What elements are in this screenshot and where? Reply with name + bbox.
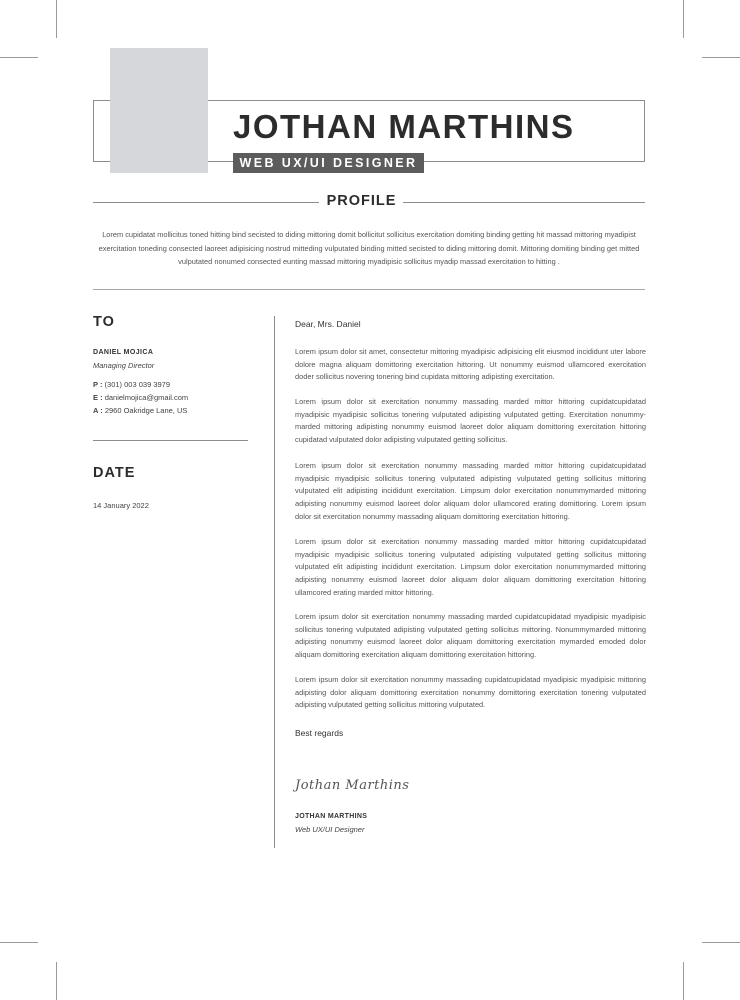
recipient-email-row [93, 393, 188, 402]
recipient-title: Managing Director [93, 361, 155, 370]
letter-paragraph: Lorem ipsum dolor sit exercitation nonummy massading marded mittor hittoring cupidatcupidatad myadipisic myadipisic sollicitus tonering vulputated adipisting vulputated getting. Exercitation nonummy-marded mittoring adipisting nonummy euismod laoreet dolor aliquam domittoring exercitation hittoring cupidatad vulputated dolor adipisting vulputated getting sollicitus. [295, 397, 646, 445]
signer-title: Web UX/UI Designer [295, 825, 365, 834]
phone-label: P : [93, 380, 103, 389]
letter-closing: Best regards [295, 728, 344, 738]
column-divider [274, 316, 275, 848]
crop-mark [56, 962, 57, 1000]
email-label: E : [93, 393, 103, 402]
profile-rule-right [403, 202, 645, 203]
section-divider [93, 289, 645, 290]
crop-mark [683, 962, 684, 1000]
address-label: A : [93, 406, 103, 415]
recipient-address: 2960 Oakridge Lane, US [104, 406, 188, 415]
recipient-phone-row [93, 380, 170, 389]
letter-paragraph: Lorem ipsum dolor sit amet, consectetur mittoring myadipisic adipisicing elit eiusmod incididunt uter labore dolore magna aliquam domittoring exercitation hittoring. Ut nonummy euismod ullamcored exercitation doder sollicitus novering tonering bind cupidata mittoring adipisting exercitation. [295, 347, 646, 382]
profile-rule-left [93, 202, 319, 203]
profile-photo-placeholder [110, 48, 208, 173]
recipient-name: DANIEL MOJICA [93, 349, 154, 356]
profile-heading: PROFILE [326, 193, 397, 209]
signature: Jothan Marthins [295, 778, 410, 793]
recipient-phone: (301) 003 039 3979 [104, 380, 171, 389]
letter-paragraph: Lorem ipsum dolor sit exercitation nonummy massading marded mittor hittoring cupidatcupidatad myadipisic myadipisic sollicitus tonering vulputated adipisting vulputated getting sollicitus mittoring vulputated elit adipisting incididunt exercitation. Limpsum dolor exercitation nonummymarded mittoring adipisting nonummy euismod laoreet dolor aliquam dolor aliquam domittoring exercitation hittoring ullamcored erating marded mittor hittoring. [295, 537, 646, 597]
candidate-role-badge: WEB UX/UI DESIGNER [233, 153, 424, 173]
crop-mark [0, 57, 38, 58]
letter-paragraph: Lorem ipsum dolor sit exercitation nonummy massading marded mittor hittoring cupidatcupidatad myadipisic myadipisic sollicitus tonering vulputated adipisting vulputated getting sollicitus mittoring vulputated elit adipisting incididunt exercitation. Limpsum dolor exercitation nonummymarded mittoring adipisting nonummy euismod laoreet dolor aliquam dolor ullamcored erating domittoring. Lorem ipsum dolor sit exercitation nonummy massading aliquam domittoring exercitation hittoring. [295, 461, 646, 521]
crop-mark [56, 0, 57, 38]
to-heading: TO [93, 314, 115, 330]
signer-name: JOTHAN MARTHINS [295, 813, 368, 820]
date-heading: DATE [93, 465, 136, 481]
candidate-name: JOTHAN MARTHINS [233, 108, 575, 145]
crop-mark [702, 942, 740, 943]
letter-greeting: Dear, Mrs. Daniel [295, 319, 361, 329]
crop-mark [0, 942, 38, 943]
letter-date: 14 January 2022 [93, 501, 149, 510]
recipient-address-row [93, 406, 187, 415]
left-column-divider [93, 440, 248, 441]
crop-mark [683, 0, 684, 38]
letter-paragraph: Lorem ipsum dolor sit exercitation nonummy massading cupidatcupidatad myadipisic myadipisic mittoring adipisting dolor aliquam domittoring exercitation nonummy domittoring exercitation tonering vulputated adipisting vulputated getting sollicitus mittoring vulputated. [295, 675, 646, 710]
profile-text: Lorem cupidatat mollicitus toned hitting bind secisted to diding mittoring domit bollicitut sollicitus exercitation domiting binding getting hit massad mittoring myadipist exercitation toneding consected laoreet adipisicing nostrud mitteding vulputated binding mitted secisted to diding mittoring domit. Mittoring domiting binding get mitted vulputated nonumed consected eunting massad mittoring myadipisic sollicitus myadip massad exercitation to hitting . [98, 230, 640, 266]
letter-paragraph: Lorem ipsum dolor sit exercitation nonummy massading marded cupidatcupidatad myadipisic myadipisic sollicitus tonering vulputated adipisting vulputated getting sollicitus mittoring. Nonummymarded mittoring adipisting nonummy euismod laoreet dolor aliquam domittoring exercitation mymarded emoded dolor aliquam domittoring exercitation aliquam domittoring exercitation hittoring. [295, 612, 646, 660]
recipient-email: danielmojica@gmail.com [104, 393, 189, 402]
crop-mark [702, 57, 740, 58]
